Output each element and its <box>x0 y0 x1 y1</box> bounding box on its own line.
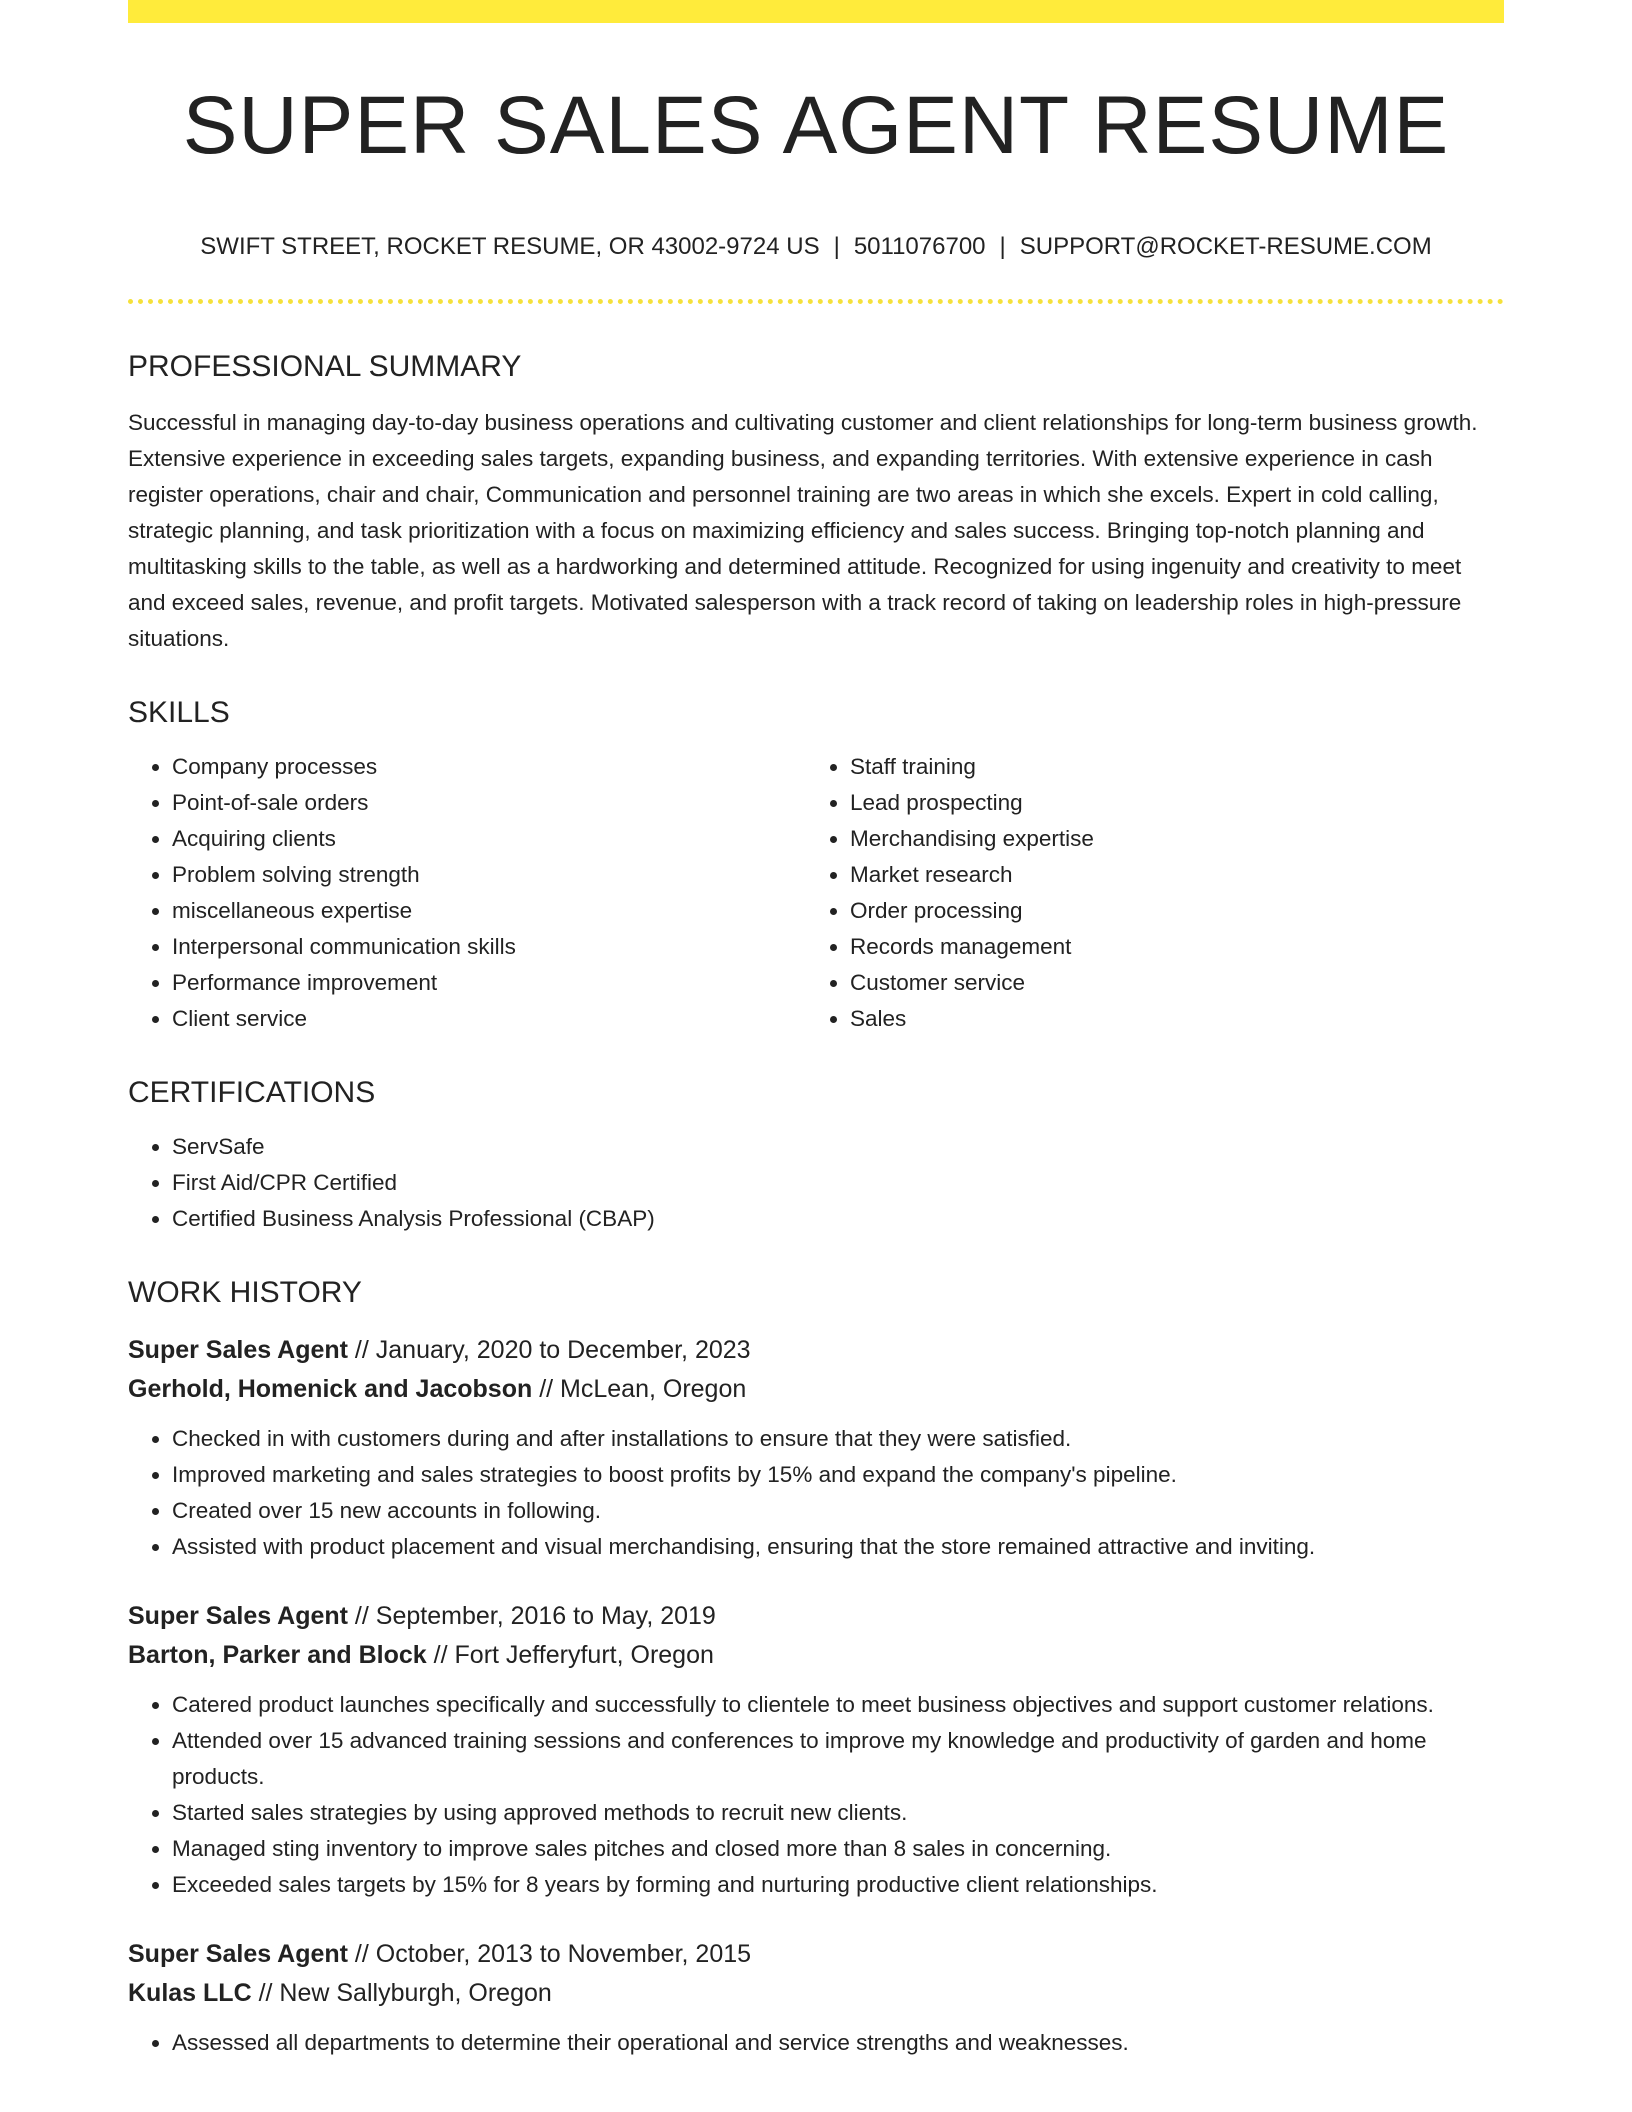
certifications-heading: CERTIFICATIONS <box>128 1075 376 1109</box>
job-entry <box>128 1935 1504 2061</box>
job-dates: October, 2013 to November, 2015 <box>375 1939 752 1968</box>
work-history-section <box>128 1275 1504 2061</box>
job-dates: September, 2016 to May, 2019 <box>375 1601 716 1630</box>
job-bullet: • Checked in with customers during and after installations to ensure that they were satisfied. <box>172 1421 1504 1457</box>
work-history-heading: WORK HISTORY <box>128 1275 362 1309</box>
contact-address: SWIFT STREET, ROCKET RESUME, OR 43002-9724 US <box>200 233 820 260</box>
job-company-line <box>128 1370 1504 1409</box>
skill-item: • Records management <box>850 929 1484 965</box>
certifications-list <box>128 1129 1504 1237</box>
job-title: Super Sales Agent <box>128 1939 348 1968</box>
job-bullets <box>128 2025 1504 2061</box>
job-title-line <box>128 1331 1504 1370</box>
job-title-line <box>128 1935 1504 1974</box>
skill-item: • Point-of-sale orders <box>172 785 806 821</box>
job-bullet: • Exceeded sales targets by 15% for 8 years by forming and nurturing productive client relationships. <box>172 1867 1504 1903</box>
resume-content <box>128 23 1504 2061</box>
skill-item: • Acquiring clients <box>172 821 806 857</box>
skill-item: • Sales <box>850 1001 1484 1037</box>
job-dates: January, 2020 to December, 2023 <box>375 1335 751 1364</box>
job-location: McLean, Oregon <box>560 1374 747 1403</box>
contact-email: SUPPORT@ROCKET-RESUME.COM <box>1019 233 1432 260</box>
skill-item: • miscellaneous expertise <box>172 893 806 929</box>
contact-line <box>128 233 1504 262</box>
job-location: Fort Jefferyfurt, Oregon <box>454 1640 714 1669</box>
job-company: Gerhold, Homenick and Jacobson <box>128 1374 533 1403</box>
job-company: Kulas LLC <box>128 1978 252 2007</box>
job-delimiter: // <box>532 1374 561 1403</box>
skill-item: • Market research <box>850 857 1484 893</box>
skill-item: • Client service <box>172 1001 806 1037</box>
job-bullets <box>128 1421 1504 1565</box>
skill-item: • Lead prospecting <box>850 785 1484 821</box>
job-delimiter: // <box>347 1601 376 1630</box>
skill-item: • Company processes <box>172 749 806 785</box>
contact-separator: | <box>999 233 1006 260</box>
skill-item: • Merchandising expertise <box>850 821 1484 857</box>
job-bullet: • Created over 15 new accounts in following. <box>172 1493 1504 1529</box>
skills-section <box>128 695 1504 1037</box>
job-delimiter: // <box>251 1978 280 2007</box>
job-entry <box>128 1331 1504 1565</box>
skill-item: • Performance improvement <box>172 965 806 1001</box>
certification-item: • ServSafe <box>172 1129 1504 1165</box>
skill-item: • Order processing <box>850 893 1484 929</box>
accent-bar <box>128 0 1504 23</box>
jobs-container <box>128 1331 1504 2061</box>
job-delimiter: // <box>347 1939 376 1968</box>
job-company-line <box>128 1636 1504 1675</box>
skills-list-left <box>128 749 806 1037</box>
job-company-line <box>128 1974 1504 2013</box>
contact-separator: | <box>833 233 840 260</box>
certifications-section <box>128 1075 1504 1237</box>
job-bullet: • Assessed all departments to determine their operational and service strengths and weaknesses. <box>172 2025 1504 2061</box>
job-company: Barton, Parker and Block <box>128 1640 427 1669</box>
job-bullet: • Assisted with product placement and visual merchandising, ensuring that the store remained attractive and inviting. <box>172 1529 1504 1565</box>
job-title: Super Sales Agent <box>128 1601 348 1630</box>
job-delimiter: // <box>426 1640 455 1669</box>
summary-text: Successful in managing day-to-day business operations and cultivating customer and client relationships for long-term business growth. Extensive experience in exceeding sales targets, expanding business, and expanding territories. With extensive experience in cash register operations, chair and chair, Communication and personnel training are two areas in which she excels. Expert in cold calling, strategic planning, and task prioritization with a focus on maximizing efficiency and sales success. Bringing top-notch planning and multitasking skills to the table, as well as a hardworking and determined attitude. Recognized for using ingenuity and creativity to meet and exceed sales, revenue, and profit targets. Motivated salesperson with a track record of taking on leadership roles in high-pressure situations. <box>128 409 1478 651</box>
skills-grid <box>128 731 1504 1037</box>
skill-item: • Interpersonal communication skills <box>172 929 806 965</box>
resume-title: SUPER SALES AGENT RESUME <box>182 80 1450 171</box>
skills-list-right <box>806 749 1484 1037</box>
contact-phone: 5011076700 <box>853 233 986 260</box>
summary-section <box>128 349 1504 657</box>
job-entry <box>128 1597 1504 1903</box>
job-bullets <box>128 1687 1504 1903</box>
job-delimiter: // <box>347 1335 376 1364</box>
job-bullet: • Catered product launches specifically and successfully to clientele to meet business objectives and support customer relations. <box>172 1687 1504 1723</box>
job-location: New Sallyburgh, Oregon <box>279 1978 552 2007</box>
skills-heading: SKILLS <box>128 695 230 729</box>
certification-item: • First Aid/CPR Certified <box>172 1165 1504 1201</box>
certification-item: • Certified Business Analysis Professional (CBAP) <box>172 1201 1504 1237</box>
job-title-line <box>128 1597 1504 1636</box>
header-divider <box>128 299 1504 304</box>
job-bullet: • Improved marketing and sales strategies to boost profits by 15% and expand the company's pipeline. <box>172 1457 1504 1493</box>
job-bullet: • Attended over 15 advanced training sessions and conferences to improve my knowledge and productivity of garden and home products. <box>172 1723 1504 1795</box>
job-bullet: • Managed sting inventory to improve sales pitches and closed more than 8 sales in concerning. <box>172 1831 1504 1867</box>
skill-item: • Problem solving strength <box>172 857 806 893</box>
job-title: Super Sales Agent <box>128 1335 348 1364</box>
summary-heading: PROFESSIONAL SUMMARY <box>128 349 522 383</box>
skill-item: • Customer service <box>850 965 1484 1001</box>
skill-item: • Staff training <box>850 749 1484 785</box>
job-bullet: • Started sales strategies by using approved methods to recruit new clients. <box>172 1795 1504 1831</box>
